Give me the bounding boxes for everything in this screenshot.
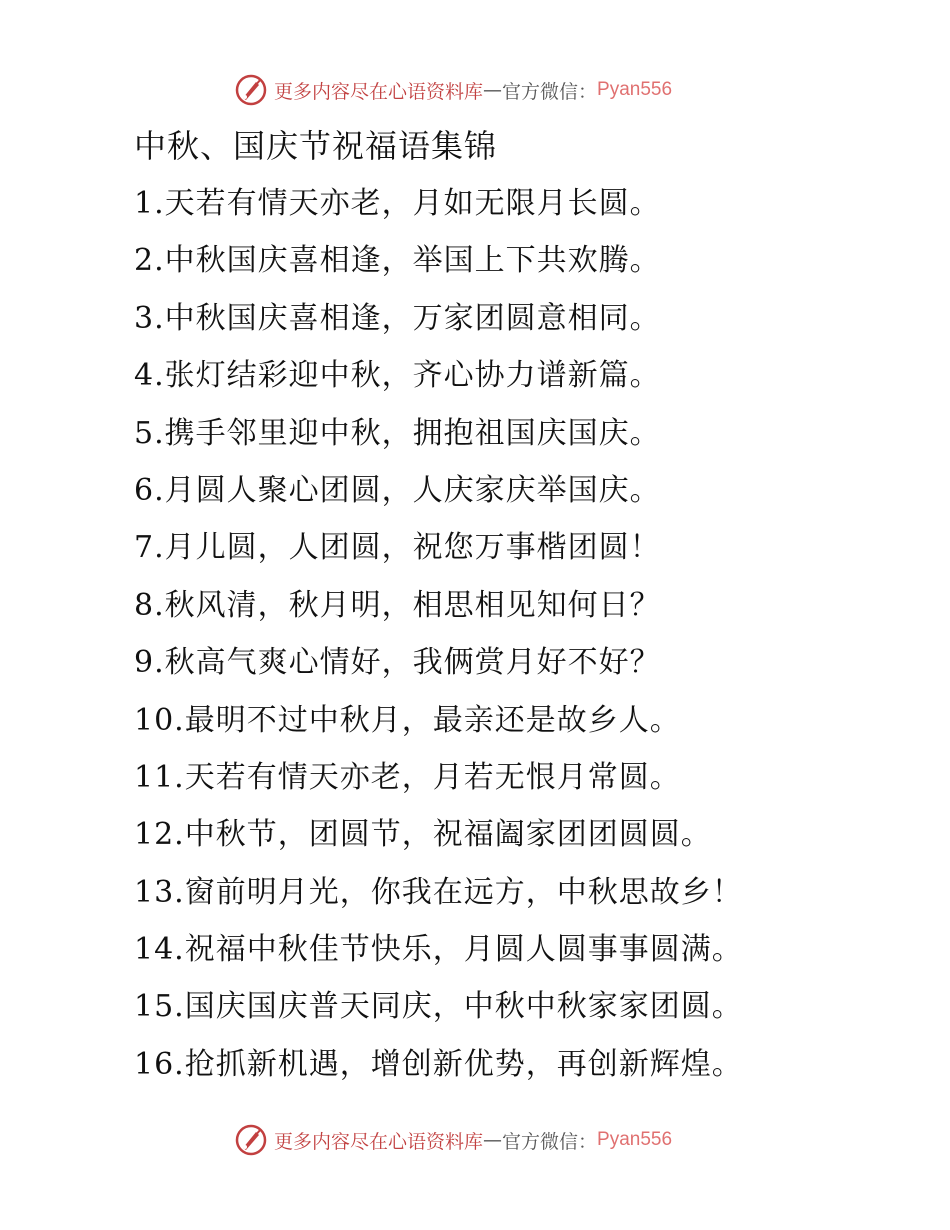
banner-wechat-id: Pyan556 [597, 1129, 673, 1150]
banner-main-text: 更多内容尽在心语资料库 [274, 1130, 484, 1153]
greeting-line: 9.秋高气爽心情好，我俩赏月好不好？ [134, 645, 661, 681]
greeting-line: 14.祝福中秋佳节快乐，月圆人圆事事圆满。 [134, 932, 743, 968]
greeting-line: 2.中秋国庆喜相逢，举国上下共欢腾。 [134, 243, 661, 279]
greeting-line: 16.抢抓新机遇，增创新优势，再创新辉煌。 [134, 1046, 743, 1082]
quill-pen-circle-icon [234, 73, 268, 107]
banner-separator: — [483, 1129, 503, 1151]
greeting-line: 7.月儿圆，人团圆，祝您万事楷团圆！ [134, 530, 661, 566]
greeting-line: 1.天若有情天亦老，月如无限月长圆。 [134, 186, 661, 221]
greeting-line: 12.中秋节，团圆节，祝福阖家团团圆圆。 [134, 817, 712, 853]
greeting-list [134, 175, 834, 1093]
greeting-line: 3.中秋国庆喜相逢，万家团圆意相同。 [134, 300, 661, 336]
banner-wechat-label: 官方微信： [502, 80, 598, 103]
banner-separator: — [483, 79, 503, 101]
greeting-line: 11.天若有情天亦老，月若无恨月常圆。 [134, 759, 681, 795]
greeting-line: 5.携手邻里迎中秋，拥抱祖国庆国庆。 [134, 415, 661, 451]
footer-banner-bottom [234, 1120, 734, 1160]
greeting-line: 4.张灯结彩迎中秋，齐心协力谱新篇。 [134, 358, 661, 394]
banner-wechat-label: 官方微信： [502, 1130, 598, 1153]
greeting-line: 6.月圆人聚心团圆，人庆家庆举国庆。 [134, 472, 661, 508]
banner-wechat-id: Pyan556 [597, 79, 673, 100]
document-title: 中秋、国庆节祝福语集锦 [134, 127, 498, 165]
greeting-line: 8.秋风清，秋月明，相思相见知何日？ [134, 587, 661, 623]
banner-main-text: 更多内容尽在心语资料库 [274, 80, 484, 103]
greeting-line: 10.最明不过中秋月，最亲还是故乡人。 [134, 702, 681, 738]
greeting-line: 13.窗前明月光，你我在远方，中秋思故乡！ [134, 874, 743, 910]
quill-pen-circle-icon [234, 1123, 268, 1157]
header-banner-top [234, 70, 734, 110]
greeting-line: 15.国庆国庆普天同庆，中秋中秋家家团圆。 [134, 989, 743, 1025]
document-body [134, 118, 834, 1093]
